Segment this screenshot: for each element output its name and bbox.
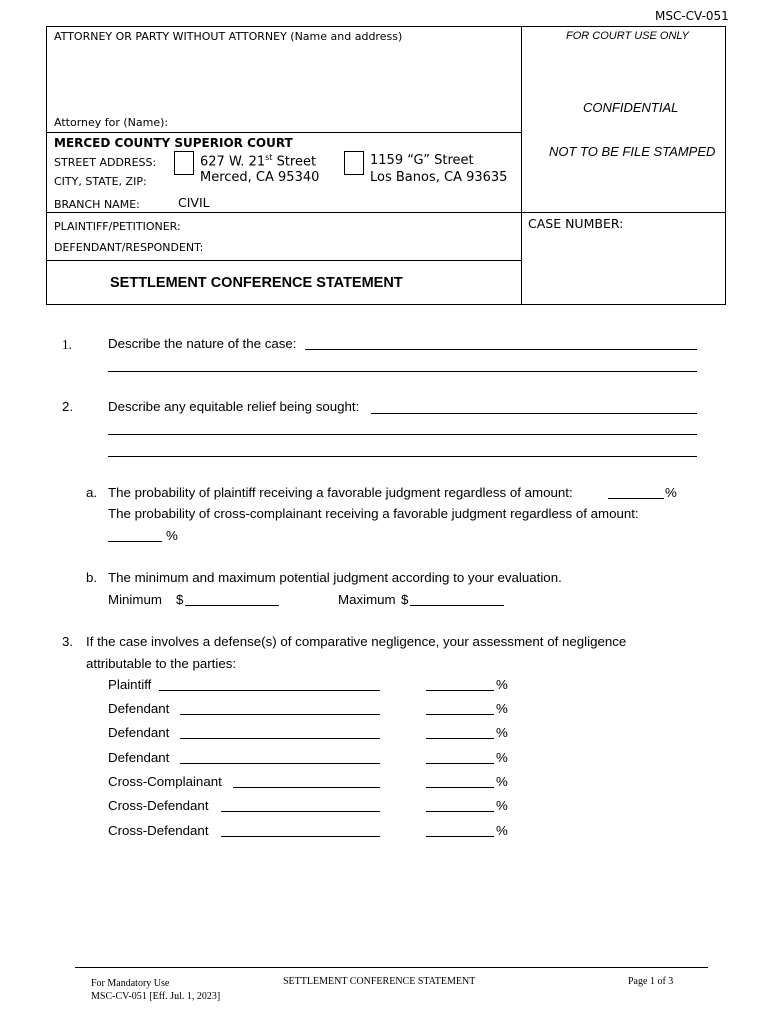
- party-name-field[interactable]: [221, 836, 380, 837]
- qa-percent-1: %: [665, 485, 677, 500]
- form-id: MSC-CV-051: [655, 9, 729, 23]
- court-use-label: FOR COURT USE ONLY: [566, 30, 689, 42]
- document-title: SETTLEMENT CONFERENCE STATEMENT: [110, 275, 403, 291]
- plaintiff-probability-field[interactable]: [608, 498, 664, 499]
- location2-street: 1159 “G” Street: [370, 153, 474, 168]
- party-percent-field[interactable]: [426, 714, 494, 715]
- attorney-for-label: Attorney for (Name):: [54, 116, 169, 129]
- party-label: Defendant: [108, 701, 170, 716]
- q1-answer-line-1[interactable]: [305, 349, 697, 350]
- party-percent-field[interactable]: [426, 690, 494, 691]
- q1-number: 1.: [62, 337, 72, 352]
- maximum-judgment-field[interactable]: [410, 605, 504, 606]
- maximum-dollar: $: [401, 592, 409, 607]
- party-percent-field[interactable]: [426, 787, 494, 788]
- cross-complainant-probability-field[interactable]: [108, 541, 162, 542]
- case-number-label: CASE NUMBER:: [528, 216, 624, 231]
- footer-page-number: Page 1 of 3: [628, 976, 674, 987]
- party-percent-field[interactable]: [426, 836, 494, 837]
- percent-sign: %: [496, 798, 508, 813]
- los-banos-location-checkbox[interactable]: [344, 151, 364, 175]
- branch-name-label: BRANCH NAME:: [54, 198, 140, 211]
- q2-answer-line-2[interactable]: [108, 434, 697, 435]
- party-name-field[interactable]: [233, 787, 380, 788]
- location1-city: Merced, CA 95340: [200, 170, 320, 185]
- street-address-label: STREET ADDRESS:: [54, 156, 157, 169]
- defendant-label: DEFENDANT/RESPONDENT:: [54, 241, 204, 254]
- qb-letter: b.: [86, 570, 98, 585]
- plaintiff-label: PLAINTIFF/PETITIONER:: [54, 220, 181, 233]
- party-label: Plaintiff: [108, 677, 152, 692]
- percent-sign: %: [496, 750, 508, 765]
- court-name: MERCED COUNTY SUPERIOR COURT: [54, 136, 293, 150]
- qb-text: The minimum and maximum potential judgment according to your evaluation.: [108, 570, 562, 585]
- qa-line-2: The probability of cross-complainant receiving a favorable judgment regardless of amount:: [108, 506, 639, 521]
- location2-city: Los Banos, CA 93635: [370, 170, 508, 185]
- percent-sign: %: [496, 823, 508, 838]
- percent-sign: %: [496, 774, 508, 789]
- percent-sign: %: [496, 677, 508, 692]
- party-name-field[interactable]: [159, 690, 380, 691]
- party-name-field[interactable]: [180, 714, 380, 715]
- merced-location-checkbox[interactable]: [174, 151, 194, 175]
- party-label: Cross-Defendant: [108, 798, 209, 813]
- footer-form-revision: MSC-CV-051 [Eff. Jul. 1, 2023]: [91, 991, 221, 1002]
- q2-number: 2.: [62, 399, 74, 414]
- maximum-label: Maximum: [338, 592, 396, 607]
- footer-rule: [75, 967, 708, 968]
- q1-answer-line-2[interactable]: [108, 371, 697, 372]
- party-name-field[interactable]: [180, 763, 380, 764]
- party-percent-field[interactable]: [426, 811, 494, 812]
- party-label: Defendant: [108, 725, 170, 740]
- party-label: Defendant: [108, 750, 170, 765]
- percent-sign: %: [496, 701, 508, 716]
- party-name-field[interactable]: [221, 811, 380, 812]
- qa-letter: a.: [86, 485, 98, 500]
- q3-number: 3.: [62, 634, 74, 649]
- branch-value: CIVIL: [178, 195, 210, 210]
- q2-answer-line-1[interactable]: [371, 413, 697, 414]
- attorney-label: ATTORNEY OR PARTY WITHOUT ATTORNEY (Name and address): [54, 30, 403, 43]
- q3-line-1: If the case involves a defense(s) of comparative negligence, your assessment of negligence: [86, 634, 627, 649]
- party-percent-field[interactable]: [426, 738, 494, 739]
- q2-text: Describe any equitable relief being sought:: [108, 399, 360, 414]
- party-label: Cross-Complainant: [108, 774, 222, 789]
- confidential-label: CONFIDENTIAL: [583, 100, 679, 115]
- city-state-zip-label: CITY, STATE, ZIP:: [54, 175, 147, 188]
- party-name-field[interactable]: [180, 738, 380, 739]
- footer-mandatory-use: For Mandatory Use: [91, 978, 170, 989]
- minimum-label: Minimum: [108, 592, 162, 607]
- minimum-judgment-field[interactable]: [185, 605, 279, 606]
- footer-title: SETTLEMENT CONFERENCE STATEMENT: [283, 976, 476, 987]
- party-percent-field[interactable]: [426, 763, 494, 764]
- q3-line-2: attributable to the parties:: [86, 656, 237, 671]
- qa-line-1: The probability of plaintiff receiving a favorable judgment regardless of amount:: [108, 485, 573, 500]
- not-stamped-label: NOT TO BE FILE STAMPED: [549, 144, 716, 159]
- q2-answer-line-3[interactable]: [108, 456, 697, 457]
- minimum-dollar: $: [176, 592, 184, 607]
- qa-percent-2: %: [166, 528, 178, 543]
- party-label: Cross-Defendant: [108, 823, 209, 838]
- percent-sign: %: [496, 725, 508, 740]
- location1-street: 627 W. 21st Street: [200, 153, 317, 170]
- q1-text: Describe the nature of the case:: [108, 336, 297, 351]
